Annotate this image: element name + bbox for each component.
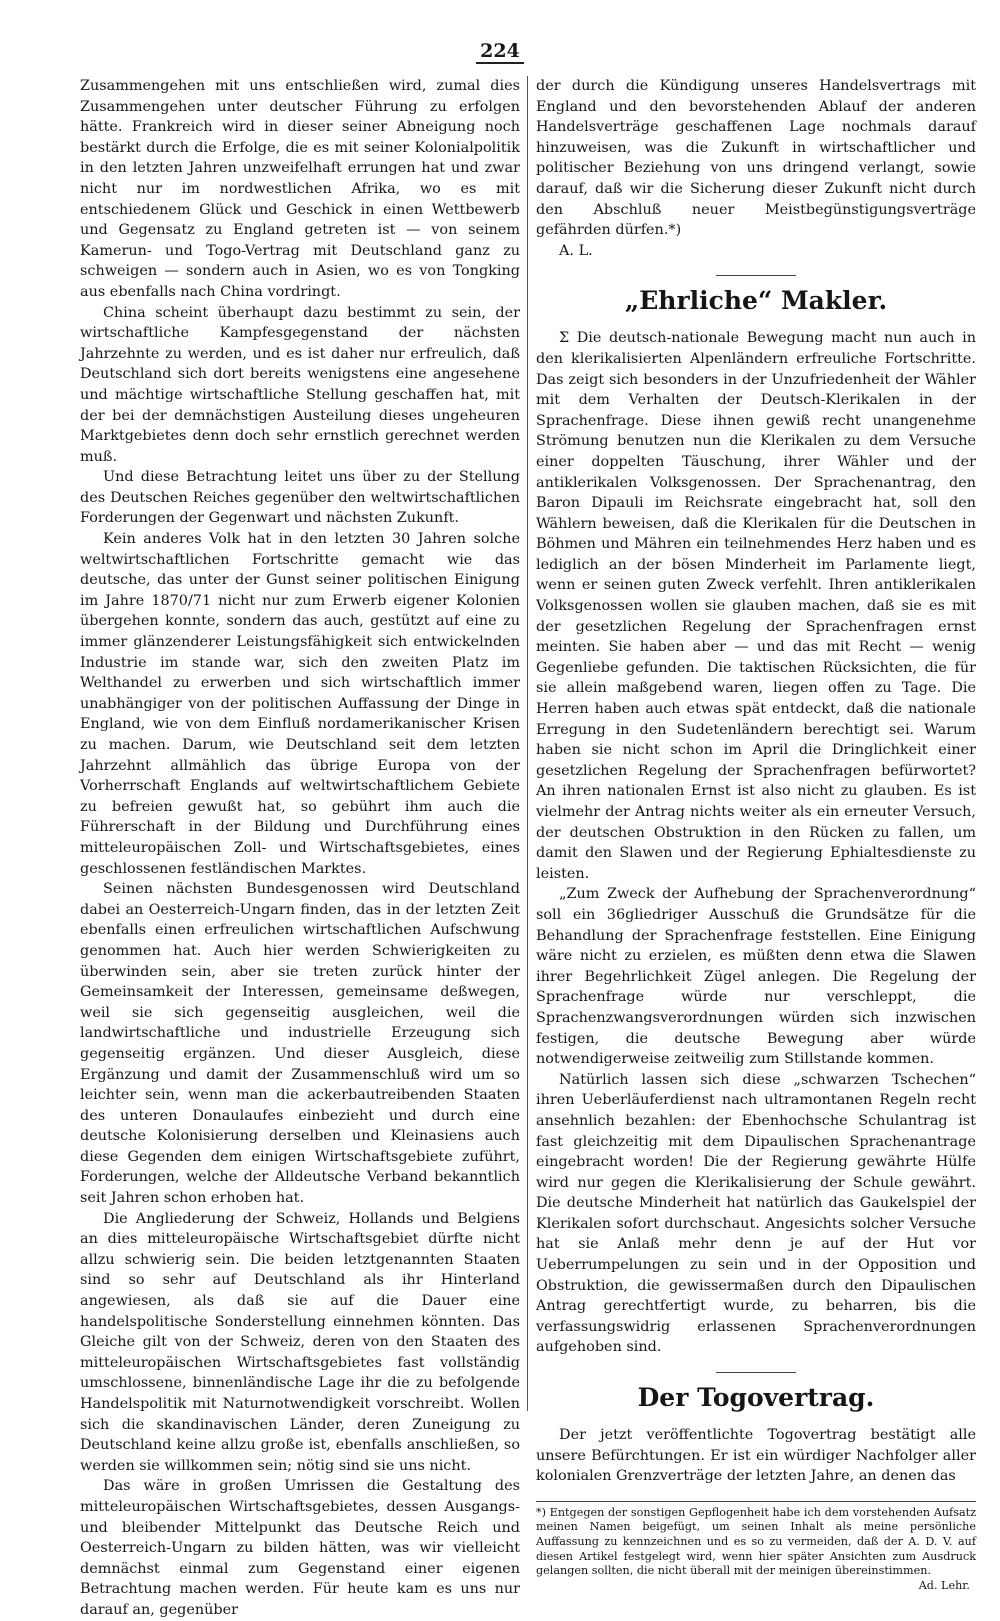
article-heading-ehrliche-makler: „Ehrliche“ Makler. — [624, 286, 888, 316]
column-divider — [527, 76, 528, 1411]
paragraph: Und diese Betrachtung leitet uns über zu der Stellung des Deutschen Reiches gegenüber den weltwirtschaftlichen Forderungen der Gegenwart und nächsten Zukunft. — [80, 469, 520, 527]
paragraph: Das wäre in großen Umrissen die Gestaltung des mitteleuropäischen Wirtschaftsgebietes, dessen Ausgangs- und bleibender Mittelpunkt das Deutsche Reich und Oesterreich-Ungarn zu bilden hätten, was wir vielleicht demnächst einmal zum Gegenstand einer eigenen Betrachtung machen werden. Für heute kam es uns nur darauf an, gegenüber — [80, 1478, 520, 1618]
paragraph: Natürlich lassen sich diese „schwarzen Tschechen“ ihren Ueberläuferdienst nach ultramontanen Regeln recht ansehnlich bezahlen: der Ebenhochsche Schulantrag ist fast gleichzeitig mit dem Dipaulischen Sprachenantrage eingebracht worden! Die der Regierung gewährte Hülfe wird nur gegen die Klerikalisierung der Schule gewährt. Die deutsche Minderheit hat natürlich das Gaukelspiel der Klerikalen sofort durchschaut. Angesichts solcher Versuche hat sie Anlaß mehr denn je auf der Hut vor Ueberrumpelungen zu sein und in der Opposition und Obstruktion, die gewissermaßen durch den Dipaulischen Antrag gerechtfertigt wurde, zu beharren, bis die verfassungswidrig erlassenen Sprachenverordnungen aufgehoben sind. — [536, 1071, 976, 1356]
paragraph: „Zum Zweck der Aufhebung der Sprachenverordnung“ soll ein 36gliedriger Ausschuß die Grundsätze für die Behandlung der Sprachenfrage feststellen. Eine Einigung wäre nicht zu erzielen, es müßten denn etwa die Slawen ihrer Begehrlichkeit Zügel anlegen. Die Regelung der Sprachenfrage würde nur verschleppt, die Sprachenzwangsverordnungen würden sich inzwischen festigen, die deutsche Bewegung aber würde notwendigerweise zeitweilig zum Stillstande kommen. — [536, 886, 976, 1068]
left-column — [80, 76, 520, 1621]
right-column — [536, 76, 976, 1593]
paragraph: Kein anderes Volk hat in den letzten 30 Jahren solche weltwirtschaftlichen Fortschritte gemacht wie das deutsche, das unter der Gunst seiner politischen Einigung im Jahre 1870/71 nicht nur zum Erwerb eigener Kolonien übergehen konnte, sondern das auch, gestützt auf eine zu immer glänzenderer Leistungsfähigkeit sich entwickelnden Industrie im stande war, sich den zweiten Platz im Welthandel zu erwerben und sich wirtschaftlich immer unabhängiger von der politischen Auffassung der Dinge in England, wie von dem Einfluß nordamerikanischer Krisen zu machen. Darum, wie Deutschland seit dem letzten Jahrzehnt allmählich das übrige Europa von der Vorherrschaft Englands auf weltwirtschaftlichem Gebiete zu befreien gewußt hat, so gebührt ihm auch die Führerschaft in der Bildung und Durchführung eines mitteleuropäischen Zoll- und Wirtschaftsgebietes, eines geschlossenen festländischen Marktes. — [80, 531, 520, 877]
article-heading-togovertrag: Der Togovertrag. — [637, 1383, 875, 1413]
paragraph: Seinen nächsten Bundesgenossen wird Deutschland dabei an Oesterreich-Ungarn finden, das in der letzten Zeit ebenfalls einen erfreulichen wirtschaftlichen Aufschwung genommen hat. Auch hier werden Schwierigkeiten zu überwinden sein, aber sie treten zurück hinter der Gemeinsamkeit der Interessen, gemeinsame deßwegen, weil sie sich gegenseitig ausgleichen, weil die landwirtschaftliche und industrielle Erzeugung sich gegenseitig ergänzen. Und dieser Ausgleich, diese Ergänzung und damit der Zusammenschluß wird um so leichter sein, wenn man die ackerbautreibenden Staaten des unteren Donaulaufes einbezieht und durch eine deutsche Kolonisierung derselben und Kleinasiens auch diese Gegenden dem einigen Wirtschaftsgebiete zuführt, Forderungen, welche der Alldeutsche Verband bekanntlich seit Jahren schon erhoben hat. — [80, 881, 520, 1207]
footnote-signature: Ad. Lehr. — [918, 1578, 970, 1592]
page-number — [0, 40, 1000, 62]
footnote — [536, 1501, 976, 1594]
author-signature: A. L. — [559, 242, 593, 259]
continuation-paragraph: der durch die Kündigung unseres Handelsvertrags mit England und den bevorstehenden Ablauf der anderen Handelsverträge geschaffenen Lage nochmals darauf hinzuweisen, was die Zukunft in wirtschaftlicher und politischer Beziehung von uns dringend verlangt, sowie darauf, daß wir die Sicherung dieser Zukunft nicht durch den Abschluß neuer Meistbegünstigungsverträge gefährden dürfen.*) — [536, 78, 976, 239]
page-number-text: 224 — [476, 40, 524, 64]
footnote-text: *) Entgegen der sonstigen Gepflogenheit habe ich dem vorstehenden Aufsatz meinen Namen beigefügt, um seinen Inhalt als meine persönliche Auffassung zu kennzeichnen und es so zu vermeiden, daß der A. D. V. auf diesen Artikel festgelegt wird, wenn hier später Ansichten zum Ausdruck gelangen sollten, die nicht überall mit der meinigen übereinstimmen. — [536, 1505, 976, 1578]
section-divider — [716, 275, 796, 276]
paragraph: Die Angliederung der Schweiz, Hollands und Belgiens an dies mitteleuropäische Wirtschaftsgebiet dürfte nicht allzu schwierig sein. Die beiden letztgenannten Staaten sind so sehr auf Deutschland als ihr Hinterland angewiesen, als daß sie auf die Dauer eine handelspolitische Sonderstellung einnehmen könnten. Das Gleiche gilt von der Schweiz, deren von den Staaten des mitteleuropäischen Wirtschaftsgebietes fast vollständig umschlossene, binnenländische Lage ihr die zu befolgende Handelspolitik mit Naturnotwendigkeit vorschreibt. Wollen sich die skandinavischen Länder, deren Zuneigung zu Deutschland keine allzu große ist, ebenfalls anschließen, so werden sie willkommen sein; nötig sind sie uns nicht. — [80, 1210, 520, 1474]
section-divider — [716, 1372, 796, 1373]
paragraph: Zusammengehen mit uns entschließen wird, zumal dies Zusammengehen unter deutscher Führung zu erfolgen hätte. Frankreich wird in dieser seiner Abneigung noch bestärkt durch die Erfolge, die es mit seiner Kolonialpolitik in den letzten Jahren unzweifelhaft errungen hat und zwar nicht nur im nordwestlichen Afrika, wo es mit entschiedenem Glück und Geschick in einen Wettbewerb und Gegensatz zu England getreten ist — von seinem Kamerun- und Togo-Vertrag mit Deutschland ganz zu schweigen — sondern auch in Asien, wo es von Tongking aus ebenfalls nach China vordringt. — [80, 78, 520, 300]
paragraph: Σ Die deutsch-nationale Bewegung macht nun auch in den klerikalisierten Alpenländern erfreuliche Fortschritte. Das zeigt sich besonders in der Unzufriedenheit der Wähler mit dem Verhalten der Deutsch-Klerikalen in der Sprachenfrage. Diese ihnen gewiß recht unangenehme Strömung benutzen nun die Klerikalen zu dem Versuche einer doppelten Täuschung, ihrer Wähler und der antiklerikalen Volksgenossen. Der Sprachenantrag, den Baron Dipauli im Reichsrate eingebracht hat, soll den Wählern beweisen, daß die Klerikalen für die Deutschen in Böhmen und Mähren ein teilnehmendes Herz haben und es lediglich an der bösen Minderheit im Parlamente liegt, wenn er seinen guten Zweck verfehlt. Ihren antiklerikalen Volksgenossen wollen sie glauben machen, daß sie es mit der gesetzlichen Regelung der Sprachenfragen ernst meinten. Sie haben aber — und das mit Recht — wenig Gegenliebe gefunden. Die taktischen Rücksichten, die für sie allein maßgebend waren, liegen offen zu Tage. Die Herren haben auch etwas spät entdeckt, daß die nationale Erregung in den Sudetenländern berechtigt sei. Warum haben sie nicht schon im April die Dringlichkeit einer gesetzlichen Regelung der Sprachenfragen befürwortet? An ihren nationalen Ernst ist also nicht zu glauben. Es ist vielmehr der Antrag nichts weiter als ein erneuter Versuch, der deutschen Obstruktion in den Rücken zu fallen, um damit den Slawen und der Regierung Ephialtesdienste zu leisten. — [536, 330, 976, 882]
paragraph: Der jetzt veröffentlichte Togovertrag bestätigt alle unsere Befürchtungen. Er ist ein würdiger Nachfolger aller kolonialen Grenzverträge der letzten Jahre, an denen das — [536, 1427, 976, 1485]
paragraph: China scheint überhaupt dazu bestimmt zu sein, der wirtschaftliche Kampfesgegenstand der nächsten Jahrzehnte zu werden, und es ist daher nur erfreulich, daß Deutschland sich dort bereits wenigstens eine angesehene und mächtige wirtschaftliche Stellung geschaffen hat, mit der bei der demnächstigen Austeilung dieses ungeheuren Marktgebietes denn doch sehr ernstlich gerechnet werden muß. — [80, 304, 520, 465]
